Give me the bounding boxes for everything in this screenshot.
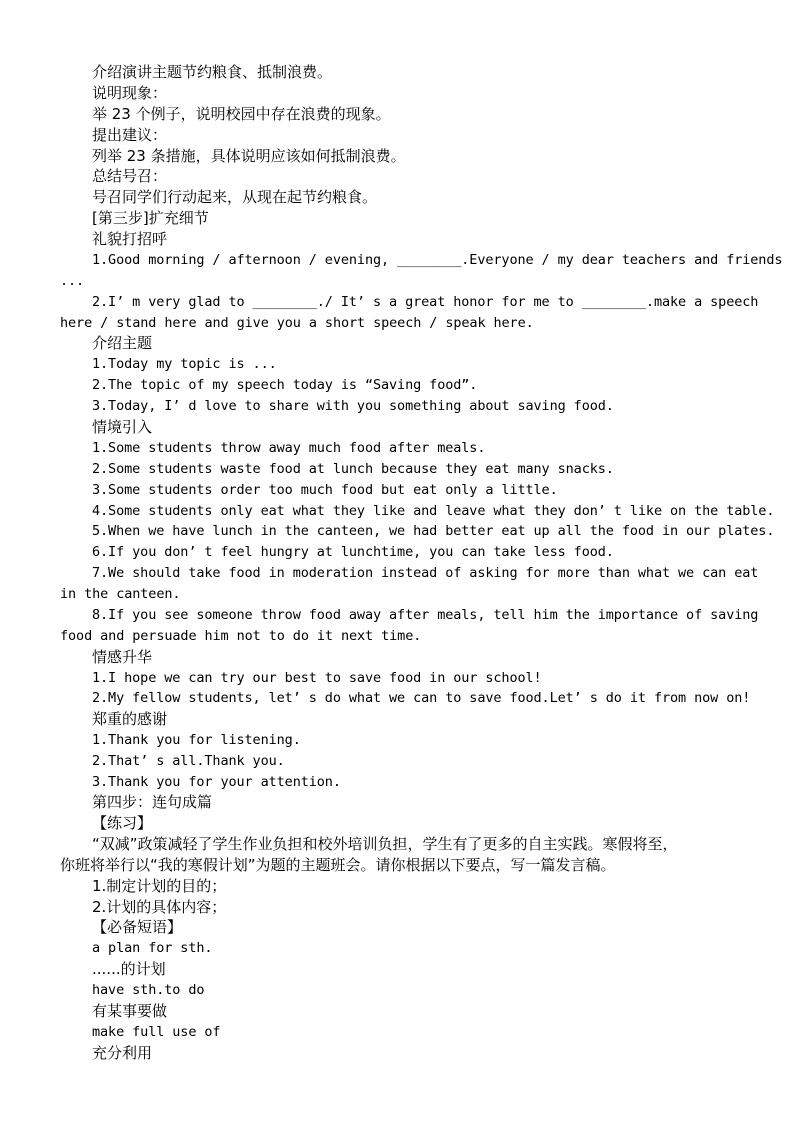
text-line: food and persuade him not to do it next time. [60, 628, 422, 644]
text-line: ... [60, 273, 85, 289]
text-line: 3.Some students order too much food but eat only a little. [92, 482, 558, 498]
text-line: 3.Thank you for your attention. [92, 774, 341, 790]
text-line: 2.I’ m very glad to ________./ It’ s a great honor for me to ________.make a speech [92, 294, 759, 310]
text-line: in the canteen. [60, 586, 181, 602]
text-line: 第四步：连句成篇 [92, 793, 213, 811]
text-line: 8.If you see someone throw food away after meals, tell him the importance of saving [92, 607, 759, 623]
text-line: 【练习】 [92, 814, 153, 832]
text-line: 2.That’ s all.Thank you. [92, 753, 285, 769]
text-line: 郑重的感谢 [92, 710, 168, 728]
text-line: 1.Today my topic is ... [92, 356, 277, 372]
text-line: a plan for sth. [92, 940, 213, 956]
text-line: 【必备短语】 [92, 918, 183, 936]
text-line: 介绍演讲主题节约粮食、抵制浪费。 [92, 63, 333, 81]
text-line: 2.My fellow students, let’ s do what we can to save food.Let’ s do it from now on! [92, 690, 751, 706]
text-line: 2.计划的具体内容； [92, 898, 227, 916]
text-line: 说明现象： [92, 84, 168, 102]
text-line: 1.制定计划的目的； [92, 877, 227, 895]
text-line: 4.Some students only eat what they like and leave what they don’ t like on the table. [92, 503, 775, 519]
text-line: 总结号召： [92, 167, 168, 185]
text-line: 介绍主题 [92, 334, 153, 352]
text-line: 2.The topic of my speech today is “Saving food”. [92, 377, 478, 393]
text-line: 号召同学们行动起来，从现在起节约粮食。 [92, 188, 378, 206]
text-line: 3.Today, I’ d love to share with you something about saving food. [92, 398, 614, 414]
text-line: 情感升华 [92, 648, 153, 666]
text-line: 列举 23 条措施，具体说明应该如何抵制浪费。 [92, 147, 406, 165]
text-line: have sth.to do [92, 982, 205, 998]
text-line: 情境引入 [92, 418, 153, 436]
text-line: 礼貌打招呼 [92, 230, 168, 248]
text-line: 有某事要做 [92, 1002, 168, 1020]
text-line: 6.If you don’ t feel hungry at lunchtime, you can take less food. [92, 544, 614, 560]
text-line: 1.Thank you for listening. [92, 732, 301, 748]
text-line: 1.I hope we can try our best to save food in our school! [92, 670, 542, 686]
text-line: [第三步]扩充细节 [92, 209, 209, 227]
text-line: 1.Good morning / afternoon / evening, ________.Everyone / my dear teachers and friends [92, 252, 783, 268]
text-line: “双减”政策减轻了学生作业负担和校外培训负担，学生有了更多的自主实践。寒假将至， [92, 835, 678, 853]
text-line: ......的计划 [92, 960, 166, 978]
text-line: here / stand here and give you a short speech / speak here. [60, 315, 534, 331]
text-line: make full use of [92, 1024, 221, 1040]
text-line: 举 23 个例子，说明校园中存在浪费的现象。 [92, 105, 391, 123]
text-line: 2.Some students waste food at lunch because they eat many snacks. [92, 461, 614, 477]
text-line: 提出建议： [92, 126, 168, 144]
text-line: 5.When we have lunch in the canteen, we had better eat up all the food in our plates. [92, 523, 775, 539]
text-line: 充分利用 [92, 1044, 153, 1062]
text-line: 1.Some students throw away much food after meals. [92, 440, 486, 456]
text-line: 你班将举行以“我的寒假计划”为题的主题班会。请你根据以下要点，写一篇发言稿。 [60, 856, 616, 874]
text-line: 7.We should take food in moderation instead of asking for more than what we can eat [92, 565, 759, 581]
